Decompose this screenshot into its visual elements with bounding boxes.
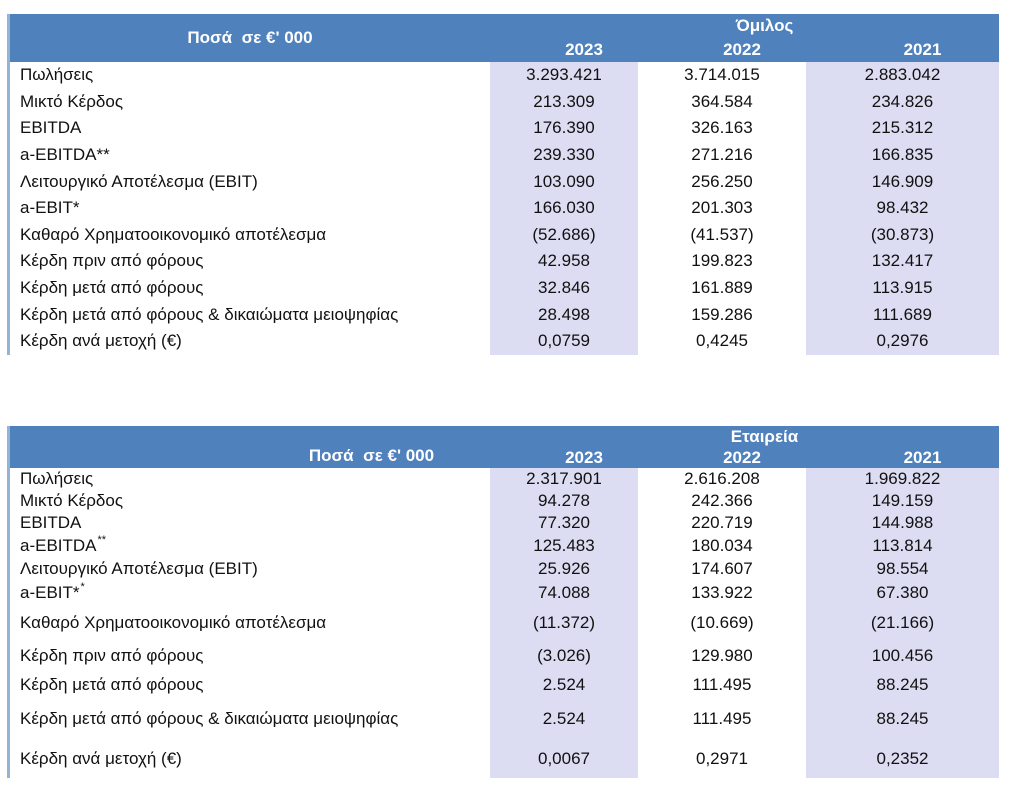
value-2022: 220.719: [638, 512, 806, 534]
row-label-text: Λειτουργικό Αποτέλεσμα (EBIT): [20, 559, 258, 578]
year-header-2023: 2023: [565, 40, 603, 59]
value-2022: 129.980: [638, 641, 806, 671]
row-label: [10, 699, 490, 739]
row-label-text: Μικτό Κέρδος: [20, 491, 124, 510]
value-2023: 32.846: [490, 275, 638, 302]
row-label-text: a-EBITDA: [20, 535, 97, 555]
company-scope-title: Εταιρεία: [730, 426, 799, 446]
value-2023: 125.483: [490, 534, 638, 557]
row-label-text: EBITDA: [20, 513, 82, 532]
value-2022: 111.495: [638, 671, 806, 699]
value-2021: 111.689: [806, 301, 999, 328]
value-2023: 213.309: [490, 89, 638, 116]
row-label: [10, 89, 490, 116]
row-label: [10, 557, 490, 581]
value-2023: 103.090: [490, 168, 638, 195]
value-2021: 1.969.822: [806, 468, 999, 490]
row-label: [10, 142, 490, 169]
value-2022: 174.607: [638, 557, 806, 581]
row-label-text: a-EBITDA**: [20, 145, 110, 165]
year-header-2022: 2022: [723, 40, 761, 59]
value-2023: 94.278: [490, 490, 638, 512]
value-2021: 0,2352: [806, 739, 999, 778]
value-2022: 326.163: [638, 115, 806, 142]
value-2022: 0,2971: [638, 739, 806, 778]
table-row: [10, 89, 999, 116]
company-financials-table: [7, 426, 999, 778]
value-2021: 234.826: [806, 89, 999, 116]
row-label-text: Πωλήσεις: [20, 469, 94, 488]
value-2022: 133.922: [638, 581, 806, 605]
amounts-unit-label: Ποσά σε €' 000: [187, 28, 313, 47]
value-2021: 166.835: [806, 142, 999, 169]
value-2023: 77.320: [490, 512, 638, 534]
group-scope-title: Όμιλος: [735, 16, 794, 35]
group-table-header: [10, 14, 999, 62]
value-2022: 271.216: [638, 142, 806, 169]
table-row: [10, 275, 999, 302]
row-label-text: Κέρδη μετά από φόρους & δικαιώματα μειοψηφίας: [20, 304, 399, 324]
value-2021: 98.432: [806, 195, 999, 222]
row-label-text: Κέρδη ανά μετοχή (€): [20, 748, 182, 768]
value-2023: 3.293.421: [490, 62, 638, 89]
table-row: [10, 142, 999, 169]
value-2022: 2.616.208: [638, 468, 806, 490]
row-label: [10, 512, 490, 534]
value-2021: 2.883.042: [806, 62, 999, 89]
company-table-body: [10, 468, 999, 778]
year-header-2021: 2021: [903, 40, 942, 59]
row-label: [10, 671, 490, 699]
value-2022: 199.823: [638, 248, 806, 275]
row-label-text: a-EBIT*: [20, 198, 80, 218]
table-row: [10, 328, 999, 355]
row-label: [10, 168, 490, 195]
year-header-2022: 2022: [723, 447, 761, 467]
row-label: [10, 739, 490, 778]
value-2022: 159.286: [638, 301, 806, 328]
value-2022: 161.889: [638, 275, 806, 302]
year-header-2021: 2021: [903, 447, 942, 467]
table-row: [10, 248, 999, 275]
value-2023: 28.498: [490, 301, 638, 328]
group-financials-table: [7, 14, 999, 355]
value-2022: 180.034: [638, 534, 806, 557]
row-label-text: Κέρδη ανά μετοχή (€): [20, 331, 182, 351]
table-row: [10, 581, 999, 605]
value-2022: (41.537): [638, 222, 806, 249]
row-label: [10, 468, 490, 490]
value-2023: 176.390: [490, 115, 638, 142]
row-label: [10, 62, 490, 89]
row-label-text: Κέρδη μετά από φόρους: [20, 278, 204, 298]
table-row: [10, 468, 999, 490]
value-2021: 113.814: [806, 534, 999, 557]
value-2021: 113.915: [806, 275, 999, 302]
row-label-text: Κέρδη πριν από φόρους: [20, 251, 204, 271]
value-2021: 98.554: [806, 557, 999, 581]
row-label: [10, 115, 490, 142]
value-2022: 0,4245: [638, 328, 806, 355]
row-label-text: Κέρδη μετά από φόρους: [20, 675, 204, 694]
company-table-header: [10, 426, 999, 468]
row-label: [10, 222, 490, 249]
table-row: [10, 301, 999, 328]
table-row: [10, 641, 999, 671]
table-row: [10, 512, 999, 534]
row-label-text: Καθαρό Χρηματοοικονομικό αποτέλεσμα: [20, 224, 327, 244]
row-label-text: a-EBIT*: [20, 583, 80, 602]
row-label-text: Καθαρό Χρηματοοικονομικό αποτέλεσμα: [20, 613, 327, 632]
value-2021: (30.873): [806, 222, 999, 249]
value-2021: 144.988: [806, 512, 999, 534]
value-2022: 201.303: [638, 195, 806, 222]
value-2023: 42.958: [490, 248, 638, 275]
group-table-body: [10, 62, 999, 355]
value-2023: 25.926: [490, 557, 638, 581]
value-2022: (10.669): [638, 605, 806, 641]
row-label-text: Κέρδη μετά από φόρους & δικαιώματα μειοψηφίας: [20, 709, 399, 728]
row-label: [10, 275, 490, 302]
table-row: [10, 62, 999, 89]
value-2022: 111.495: [638, 699, 806, 739]
value-2023: 2.524: [490, 671, 638, 699]
value-2023: 74.088: [490, 581, 638, 605]
row-label: [10, 490, 490, 512]
value-2021: 215.312: [806, 115, 999, 142]
value-2021: 88.245: [806, 699, 999, 739]
table-row: [10, 115, 999, 142]
value-2023: 2.317.901: [490, 468, 638, 490]
value-2023: 0,0759: [490, 328, 638, 355]
value-2022: 256.250: [638, 168, 806, 195]
value-2023: (3.026): [490, 641, 638, 671]
value-2021: (21.166): [806, 605, 999, 641]
value-2021: 100.456: [806, 641, 999, 671]
value-2023: (52.686): [490, 222, 638, 249]
value-2022: 242.366: [638, 490, 806, 512]
row-label-text: EBITDA: [20, 118, 82, 138]
value-2023: (11.372): [490, 605, 638, 641]
value-2022: 364.584: [638, 89, 806, 116]
value-2021: 146.909: [806, 168, 999, 195]
value-2021: 149.159: [806, 490, 999, 512]
table-row: [10, 739, 999, 778]
row-label: [10, 605, 490, 641]
value-2023: 2.524: [490, 699, 638, 739]
table-row: [10, 557, 999, 581]
value-2023: 0,0067: [490, 739, 638, 778]
table-row: [10, 534, 999, 557]
table-row: [10, 168, 999, 195]
row-label: [10, 248, 490, 275]
table-row: [10, 605, 999, 641]
year-header-2023: 2023: [565, 447, 603, 467]
value-2021: 88.245: [806, 671, 999, 699]
row-label: [10, 641, 490, 671]
row-label: a-EBITDA **: [10, 534, 490, 557]
row-label-text: Μικτό Κέρδος: [20, 91, 124, 111]
value-2022: 3.714.015: [638, 62, 806, 89]
row-label: [10, 328, 490, 355]
table-row: [10, 222, 999, 249]
row-label-text: Λειτουργικό Αποτέλεσμα (EBIT): [20, 171, 258, 191]
value-2021: 67.380: [806, 581, 999, 605]
row-label: [10, 301, 490, 328]
table-row: [10, 490, 999, 512]
table-row: [10, 671, 999, 699]
value-2023: 166.030: [490, 195, 638, 222]
value-2021: 132.417: [806, 248, 999, 275]
row-label: [10, 195, 490, 222]
amounts-unit-label: Ποσά σε €' 000: [308, 446, 435, 465]
value-2021: 0,2976: [806, 328, 999, 355]
row-label-text: Πωλήσεις: [20, 65, 94, 85]
row-label: a-EBIT* *: [10, 581, 490, 605]
row-label-text: Κέρδη πριν από φόρους: [20, 646, 204, 665]
table-row: [10, 195, 999, 222]
table-row: [10, 699, 999, 739]
value-2023: 239.330: [490, 142, 638, 169]
